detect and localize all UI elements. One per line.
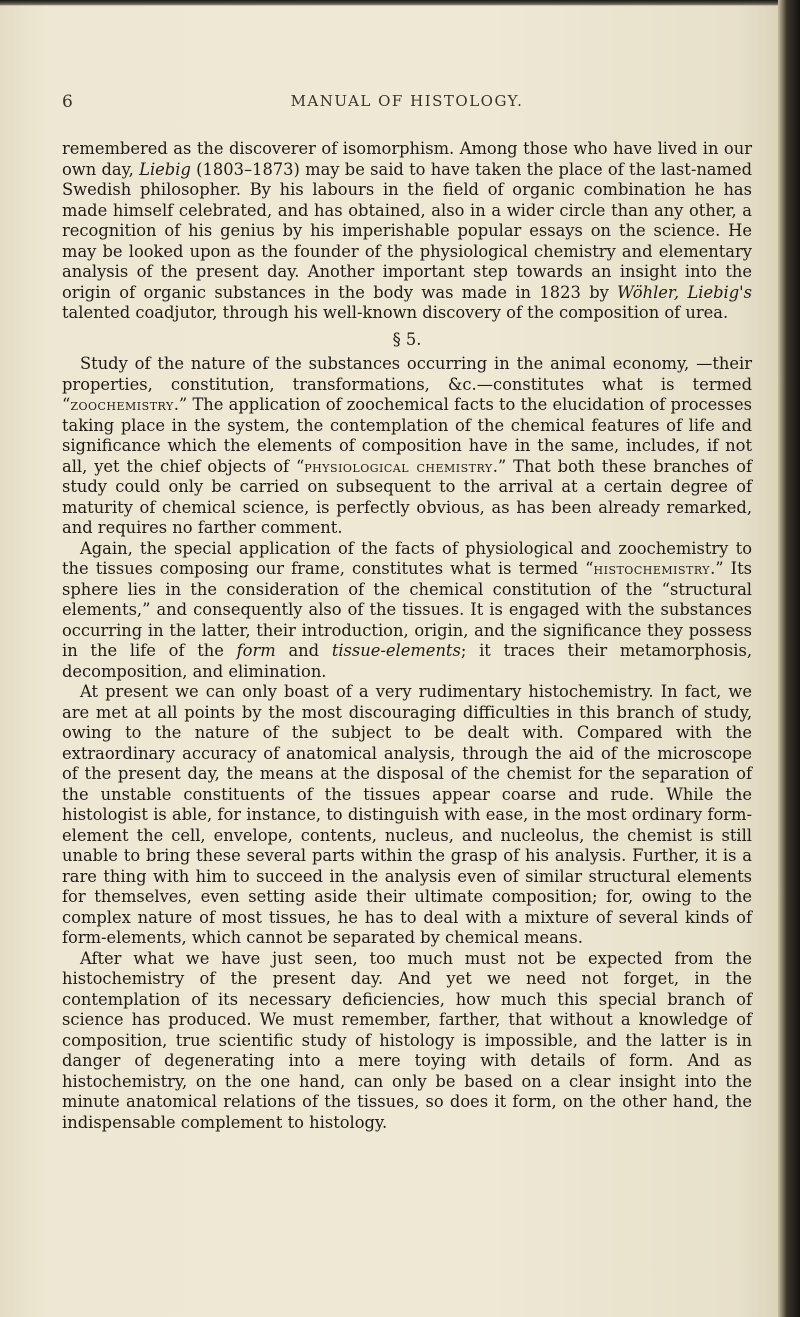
term-histochemistry: histochemistry [593,559,711,578]
term-tissue-elements: tissue-elements [331,641,461,660]
paragraph-3: Again, the special application of the facts of physiological and zoochemistry to the tissues composing our frame, constitutes what is termed “histochemistry.” Its sphere lies in the consideration of the chemical constitution of the “structural elements,” and consequently also of the tissues. It is engaged with the substances occurring in the latter, their introduction, origin, and the significance they possess in the life of the form and tissue-elements; it traces their metamorphosis, decomposition, and elimination. [62,538,752,681]
paragraph-4: At present we can only boast of a very rudimentary histochemistry. In fact, we are met at all points by the most discouraging difficulties in this branch of study, owing to the nature of the subject to be dealt with. Compared with the extraordinary accuracy of anatomical analysis, through the aid of the microscope of the present day, the means at the disposal of the chemist for the separation of the unstable constituents of the tissues appear coarse and rude. While the histologist is able, for instance, to distinguish with ease, in the most ordinary form-element the cell, envelope, contents, nucleus, and nucleolus, the chemist is still unable to bring these several parts within the grasp of his analysis. Further, it is a rare thing with him to succeed in the analysis even of similar structural elements for themselves, even setting aside their ultimate composition; for, owing to the complex nature of most tissues, he has to deal with a mixture of several kinds of form-elements, which cannot be separated by chemical means. [62,682,752,947]
page-header [62,92,752,120]
paragraph-2: Study of the nature of the substances occurring in the animal economy, —their properties, constitution, transformations, &c.—constitutes what is termed “zoochemistry.” The application of zoochemical facts to the elucidation of processes taking place in the system, the contemplation of the chemical features of life and significance which the elements of composition have in the same, includes, if not all, yet the chief objects of “physiological chemistry.” That both these branches of study could only be carried on subsequent to the arrival at a certain degree of maturity of chemical science, is perfectly obvious, as has been already remarked, and requires no farther comment. [62,354,752,537]
page-top-shadow [0,0,800,6]
term-physiological-chemistry: physiological chemistry [304,456,493,476]
body-text [62,139,752,1133]
running-head: MANUAL OF HISTOLOGY. [290,92,524,110]
section-heading: § 5. [392,329,422,349]
paragraph-1: remembered as the discoverer of isomorphism. Among those who have lived in our own day, Liebig (1803–1873) may be said to have taken the place of the last-named Swedish philosopher. By his labours in the field of organic combination he has made himself celebrated, and has obtained, also in a wider circle than any other, a recognition of his genius by his imperishable popular essays on the science. He may be looked upon as the founder of the physiological chemistry and elementary analysis of the present day. Another important step towards an insight into the origin of organic substances in the body was made in 1823 by Wöhler, Liebig's talented coadjutor, through his well-known discovery of the composition of urea. [62,139,753,322]
page-right-edge [778,0,800,1317]
page-number: 6 [62,92,73,112]
name-liebig: Liebig [139,159,191,179]
term-form: form [236,641,276,660]
term-zoochemistry: zoochemistry [70,395,174,414]
paragraph-5: After what we have just seen, too much must not be expected from the histochemistry of the present day. And yet we need not forget, in the contemplation of its necessary deficiencies, how much this special branch of science has produced. We must remember, farther, that without a knowledge of composition, true scientific study of histology is impossible, and the latter is in danger of degenerating into a mere toying with details of form. And as histochemistry, on the one hand, can only be based on a clear insight into the minute anatomical relations of the tissues, so does it form, on the other hand, the indispensable complement to histology. [62,948,752,1132]
name-wohler: Wöhler, Liebig's [617,282,752,302]
